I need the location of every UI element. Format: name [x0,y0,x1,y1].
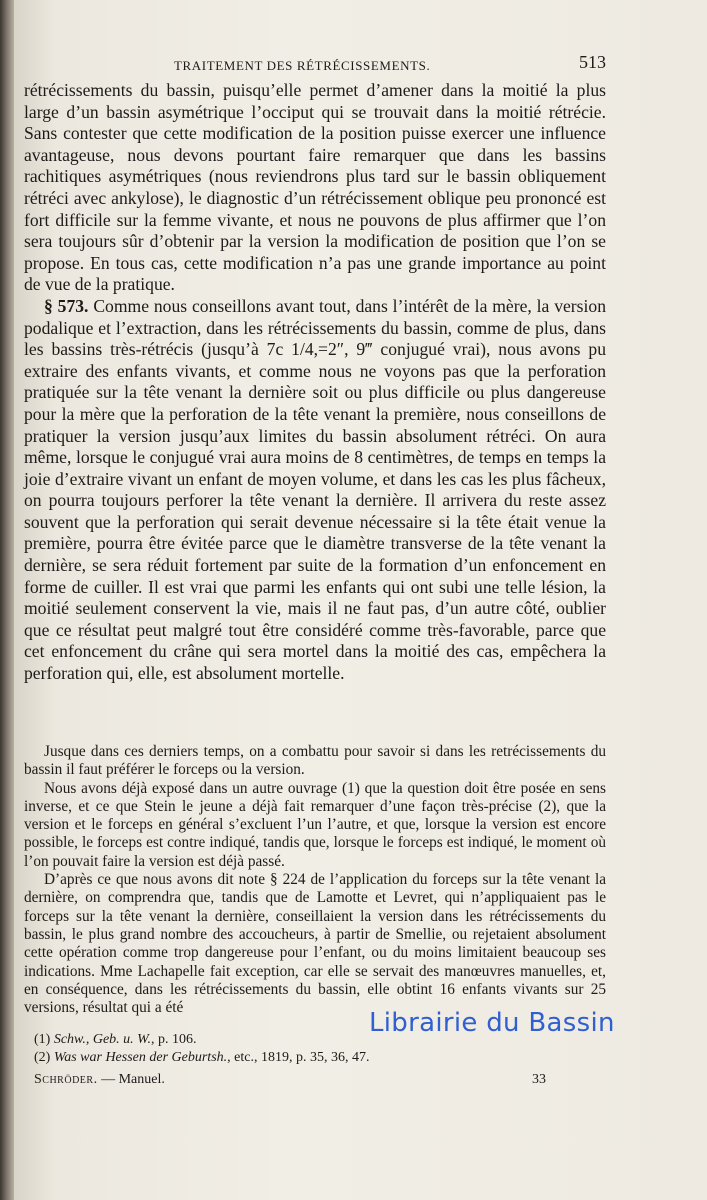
note-paragraph-2: Nous avons déjà exposé dans un autre ouvrage (1) que la question doit être posée en sens inverse, et ce que Stein le jeune a déjà fait remarquer d’une façon très-précise (2), que la version et le forceps en général s’excluent l’un l’autre, et que, lorsque la version est encore possible, le forceps est contre indiqué, tandis que, lorsque le forceps est indiqué, le moment où l’on pouvait faire la version est déjà passé. [24,779,606,870]
running-title: TRAITEMENT DES RÉTRÉCISSEMENTS. [174,58,431,73]
signature-author: Schröder. [34,1072,98,1087]
paragraph-continuation: rétrécissements du bassin, puisqu’elle permet d’amener dans la moitié la plus large d’un bassin asymétrique l’occiput qui se trouvait dans la moitié rétrécie. Sans contester que cette modification de la position puisse exercer une influence avantageuse, nous devons pourtant faire remarquer que dans les bassins rachitiques asymétriques (nous reviendrons plus tard sur le bassin obliquement rétréci avec ankylose), le diagnostic d’un rétrécissement oblique peu prononcé est fort difficile sur la femme vivante, et nous ne pouvons de plus affirmer que l’on sera toujours sûr d’obtenir par la version la modification de position que l’on se propose. En tous cas, cette modification n’a pas une grande importance au point de vue de la pratique. [24,80,606,295]
page-header [14,52,606,78]
footnote-1-number: (1) [34,1032,51,1047]
footnote-2 [34,1049,606,1067]
book-page [14,0,707,1200]
main-text [24,80,606,685]
footnote-1-rest: , p. 106. [151,1032,197,1047]
watermark-text: Librairie du Bassin [369,1008,615,1038]
footnote-2-number: (2) [34,1050,51,1065]
printer-signature [34,1072,606,1092]
footnote-1-title: Schw., Geb. u. W. [53,1032,152,1047]
note-paragraph-1: Jusque dans ces derniers temps, on a combattu pour savoir si dans les retrécissements du bassin il faut préférer le forceps ou la version. [24,743,606,779]
footnote-2-rest: , etc., 1819, p. 35, 36, 47. [227,1050,370,1065]
section-number: § 573. [44,295,89,316]
signature-work: — Manuel. [101,1072,165,1087]
paragraph-section-573 [24,296,606,685]
note-paragraph-3: D’après ce que nous avons dit note § 224 de l’application du forceps sur la tête venant la dernière, on comprendra que, tandis que de Lamotte et Levret, qui n’appliquaient pas le forceps sur la tête venant la dernière, conseillaient la version dans les rétrécissements du bassin, le plus grand nombre des accoucheurs, à partir de Smellie, ou rejetaient absolument cette opération comme trop dangereuse pour l’enfant, ou du moins limitaient beaucoup ses indications. Mme Lachapelle fait exception, car elle se servait des manœuvres manuelles, et, en conséquence, dans les rétrécissements du bassin, elle obtint 16 enfants vivants sur 25 versions, résultat qui a été [24,871,606,1017]
book-binding-gutter [0,0,14,1200]
footnote-2-title: Was war Hessen der Geburtsh. [53,1050,228,1065]
section-text: Comme nous conseillons avant tout, dans l’intérêt de la mère, la version podalique et l’extraction, dans les rétrécissements du bassin, comme de plus, dans les bassins très-rétrécis (jusqu’à 7c 1/4,=2″, 9‴ conjugué vrai), nous avons pu extraire des enfants vivants, et comme nous ne voyons pas que la perforation pratiquée sur la tête venant la dernière soit ou plus difficile ou plus dangereuse pour la mère que la perforation de la tête venant la première, nous conseillons de pratiquer la version jusqu’aux limites du bassin absolument rétréci. On aura même, lorsque le conjugué vrai aura moins de 8 centimètres, de temps en temps la joie d’extraire vivant un enfant de moyen volume, et dans les cas les plus fâcheux, on pourra toujours perforer la tête venant la dernière. Il arrivera du reste assez souvent que la perforation qui serait devenue nécessaire si la tête était venue la première, pourra être évitée parce que le diamètre transverse de la tête venant la dernière, se sera réduit fortement par suite de la formation d’un enfoncement en forme de cuiller. Il est vrai que parmi les enfants qui ont subi une telle lésion, la moitié seulement conservent la vie, mais il ne faut pas, d’un autre côté, oublier que ce résultat peut malgré tout être considéré comme très-favorable, parce que cet enfoncement du crâne qui sera mortel dans la moitié des cas, empêchera la perforation qui, elle, est absolument mortelle. [24,295,606,684]
page-number: 513 [579,52,606,72]
notes-block [24,743,606,1017]
signature-sheet-number: 33 [532,1072,546,1087]
